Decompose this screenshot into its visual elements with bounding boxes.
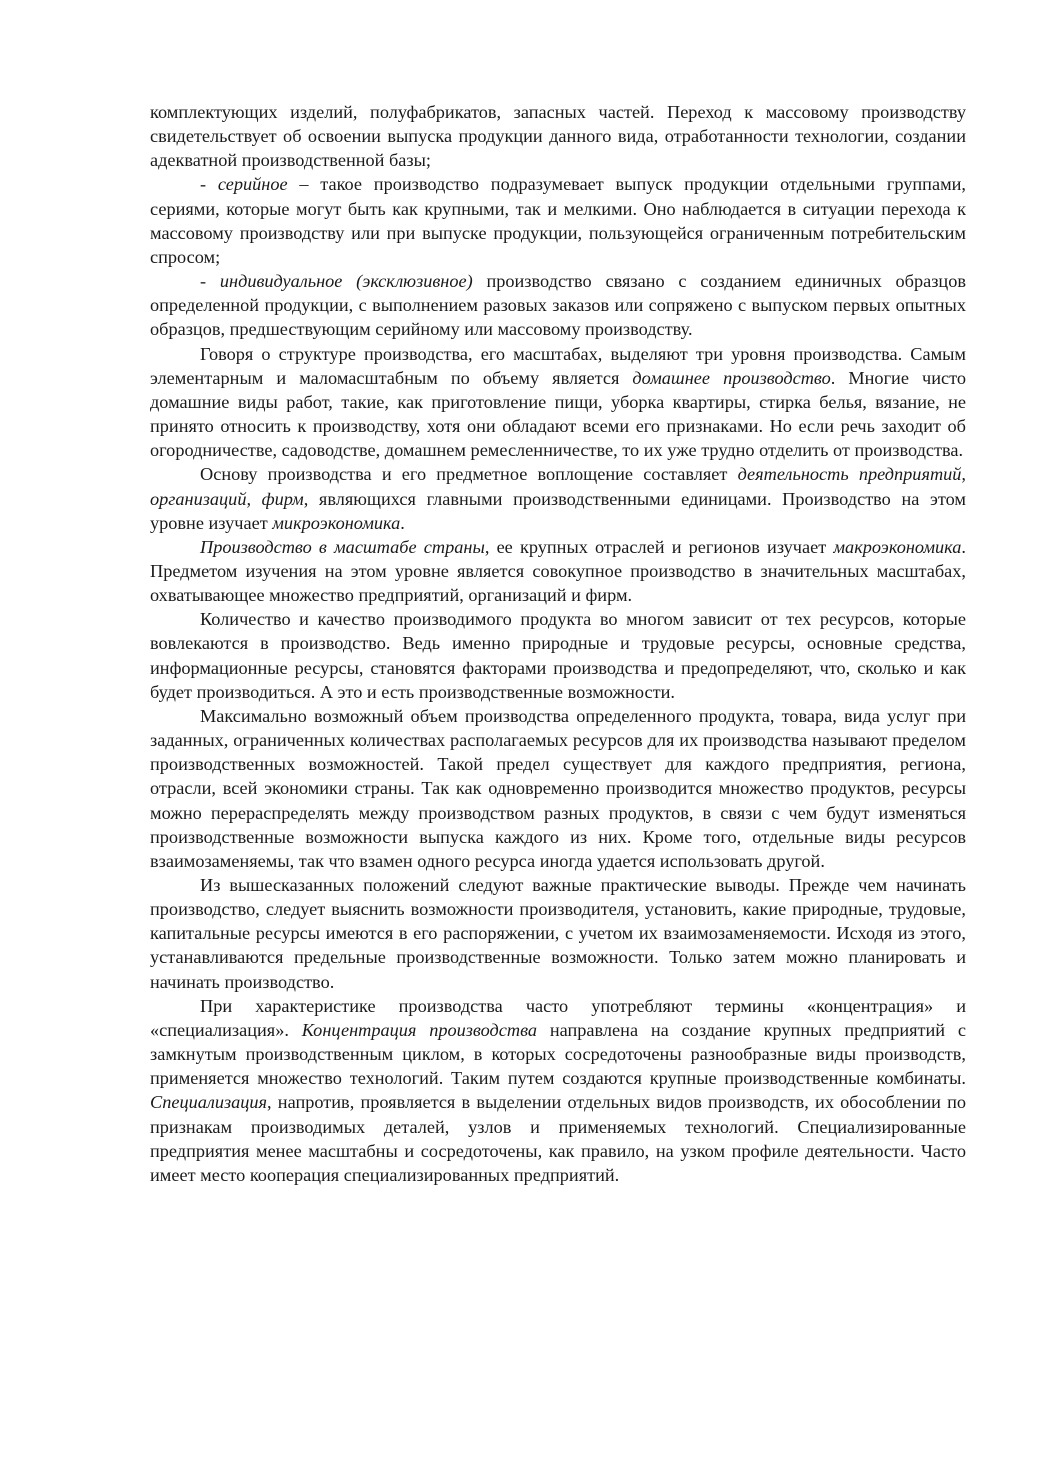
paragraph (150, 172, 966, 269)
text-run: При характеристике производства часто употребляют термины «концентрация» и «специализация». (150, 995, 966, 1040)
paragraph (150, 462, 966, 534)
text-run: – такое производство подразумевает выпуск продукции отдельными группами, сериями, которые могут быть как крупными, так и мелкими. Оно наблюдается в ситуации перехода к массовому производству или при выпуске продукции, пользующейся ограниченным потребительским спросом; (150, 174, 966, 267)
italic-term: серийное (217, 174, 288, 195)
italic-term: Специализация (150, 1092, 268, 1113)
italic-term: Производство в масштабе страны (200, 536, 485, 557)
document-body (150, 100, 966, 1187)
paragraph (150, 269, 966, 341)
paragraph (150, 535, 966, 607)
text-run: . Предметом изучения на этом уровне является совокупное производство в значительных масштабах, охватывающее множество предприятий, организаций и фирм. (150, 536, 966, 606)
italic-term: Концентрация производства (301, 1019, 538, 1040)
italic-term: деятельность предприятий, организаций, фирм (150, 464, 966, 509)
italic-term: индивидуальное (эксклюзивное) (219, 271, 473, 292)
text-run: Из вышесказанных положений следуют важные практические выводы. Прежде чем начинать производство, следует выяснить возможности производителя, установить, какие природные, трудовые, капитальные ресурсы имеются в его распоряжении, с учетом их взаимозаменяемости. Исходя из этого, устанавливаются предельные производственные возможности. Только затем можно планировать и начинать производство. (150, 875, 966, 992)
text-run: комплектующих изделий, полуфабрикатов, запасных частей. Переход к массовому производству свидетельствует об освоении выпуска продукции данного вида, отработанности технологии, создании адекватной производственной базы; (150, 102, 966, 171)
text-run: , ее крупных отраслей и регионов изучает (484, 536, 834, 557)
italic-term: домашнее производство (632, 367, 831, 388)
paragraph (150, 704, 966, 873)
paragraph (150, 342, 966, 463)
text-run: Основу производства и его предметное воплощение составляет (200, 464, 738, 485)
text-run: , являющихся главными производственными единицами. Производство на этом уровне изучает (150, 488, 966, 533)
text-run: Говоря о структуре производства, его масштабах, выделяют три уровня производства. Самым элементарным и маломасштабным по объему является (150, 343, 966, 388)
text-run: , напротив, проявляется в выделении отдельных видов производств, их обособлении по признакам производимых деталей, узлов и применяемых технологий. Специализированные предприятия менее масштабны и сосредоточены, как правило, на узком профиле деятельности. Часто имеет место кооперация специализированных предприятий. (150, 1092, 966, 1185)
italic-term: микроэкономика (272, 512, 401, 533)
text-run: Количество и качество производимого продукта во многом зависит от тех ресурсов, которые вовлекаются в производство. Ведь именно природные и трудовые ресурсы, основные средства, информационные ресурсы, становятся факторами производства и предопределяют, что, сколько и как будет производиться. А это и есть производственные возможности. (150, 609, 966, 702)
text-run: . (400, 512, 405, 533)
text-run: Максимально возможный объем производства определенного продукта, товара, вида услуг при заданных, ограниченных количествах располагаемых ресурсов для их производства называют пределом производственных возможностей. Такой предел существует для каждого предприятия, региона, отрасли, всей экономики страны. Так как одновременно производится множество продуктов, ресурсы можно перераспределять между производством разных продуктов, в связи с чем будут изменяться производственные возможности выпуска каждого из них. Кроме того, отдельные виды ресурсов взаимозаменяемы, так что взамен одного ресурса иногда удается использовать другой. (150, 705, 966, 871)
text-run: производство связано с созданием единичных образцов определенной продукции, с выполнением разовых заказов или сопряжено с выпуском первых опытных образцов, предшествующим серийному или массовому производству. (150, 271, 966, 340)
paragraph (150, 607, 966, 704)
text-run: - (200, 174, 218, 195)
text-run: - (200, 271, 220, 292)
paragraph (150, 100, 966, 172)
paragraph (150, 873, 966, 994)
italic-term: макроэкономика (833, 536, 962, 557)
text-run: . Многие чисто домашние виды работ, такие, как приготовление пищи, уборка квартиры, стирка белья, вязание, не принято относить к производству, хотя они обладают всеми его признаками. Но если речь заходит об огородничестве, садоводстве, домашнем ремесленничестве, то их уже трудно отделить от производства. (150, 367, 966, 461)
text-run: направлена на создание крупных предприятий с замкнутым производственным циклом, в которых сосредоточены разнообразные виды производств, применяется множество технологий. Таким путем создаются крупные производственные комбинаты. (150, 1019, 967, 1089)
paragraph (150, 994, 966, 1187)
